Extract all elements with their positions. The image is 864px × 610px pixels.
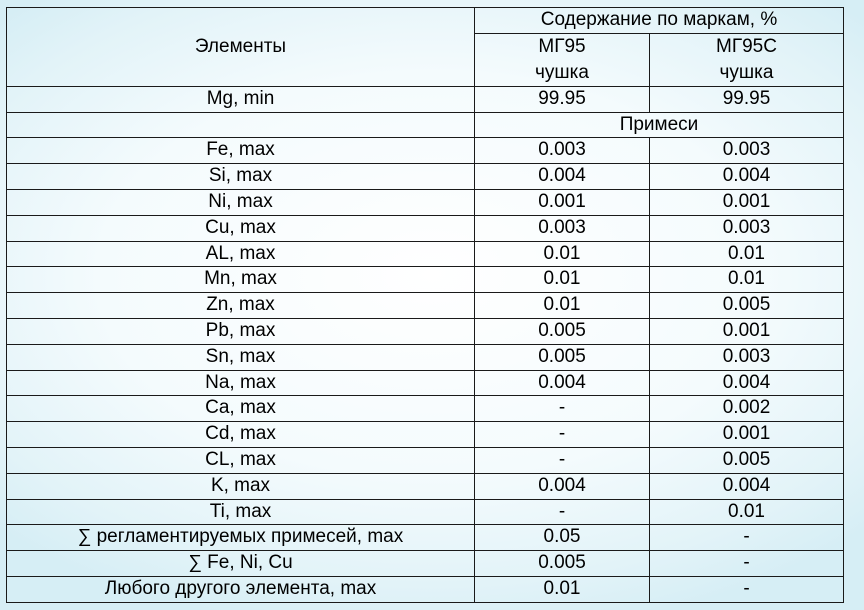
grade-form: чушка xyxy=(719,61,774,83)
element-cell: Pb, max xyxy=(7,318,475,344)
value-cell: - xyxy=(475,396,650,422)
value-cell: 0.005 xyxy=(475,344,650,370)
magnesium-grades-table xyxy=(6,7,844,603)
grade-header-mg95 xyxy=(475,33,650,86)
table-row xyxy=(7,164,844,190)
value-cell: - xyxy=(475,447,650,473)
value-cell: 0.001 xyxy=(475,189,650,215)
element-cell: ∑ регламентируемых примесей, max xyxy=(7,525,475,551)
table-row xyxy=(7,396,844,422)
impurities-row xyxy=(7,112,844,138)
value-cell: - xyxy=(475,422,650,448)
element-cell: Ca, max xyxy=(7,396,475,422)
value-cell: 0.001 xyxy=(650,422,844,448)
value-cell: 0.002 xyxy=(650,396,844,422)
value-cell: 0.01 xyxy=(475,293,650,319)
value-cell: 0.005 xyxy=(650,293,844,319)
table-row xyxy=(7,267,844,293)
element-cell: K, max xyxy=(7,473,475,499)
value-cell: 0.01 xyxy=(475,241,650,267)
table-row xyxy=(7,447,844,473)
table-row xyxy=(7,551,844,577)
table-row xyxy=(7,422,844,448)
value-cell: - xyxy=(475,499,650,525)
table-row xyxy=(7,370,844,396)
empty-cell xyxy=(7,112,475,138)
value-cell: 99.95 xyxy=(475,86,650,112)
element-cell: ∑ Fe, Ni, Cu xyxy=(7,551,475,577)
element-cell: Cu, max xyxy=(7,215,475,241)
value-cell: 0.01 xyxy=(650,241,844,267)
value-cell: 0.003 xyxy=(650,344,844,370)
table-row xyxy=(7,576,844,602)
element-cell: Zn, max xyxy=(7,293,475,319)
element-cell: Mg, min xyxy=(7,86,475,112)
value-cell: 0.004 xyxy=(650,370,844,396)
value-cell: - xyxy=(650,525,844,551)
value-cell: 0.001 xyxy=(650,189,844,215)
value-cell: 0.004 xyxy=(650,164,844,190)
element-cell: Ni, max xyxy=(7,189,475,215)
element-cell: Ti, max xyxy=(7,499,475,525)
value-cell: 0.004 xyxy=(475,164,650,190)
element-cell: Si, max xyxy=(7,164,475,190)
table-row xyxy=(7,241,844,267)
table-row xyxy=(7,138,844,164)
value-cell: 0.004 xyxy=(650,473,844,499)
element-cell: Cd, max xyxy=(7,422,475,448)
table-row xyxy=(7,499,844,525)
value-cell: - xyxy=(650,576,844,602)
element-cell: Mn, max xyxy=(7,267,475,293)
value-cell: 0.003 xyxy=(475,215,650,241)
value-cell: 99.95 xyxy=(650,86,844,112)
value-cell: - xyxy=(650,551,844,577)
value-cell: 0.005 xyxy=(650,447,844,473)
grade-name: МГ95 xyxy=(538,35,586,57)
table-row xyxy=(7,318,844,344)
value-cell: 0.003 xyxy=(650,138,844,164)
table-body xyxy=(7,8,844,603)
value-cell: 0.01 xyxy=(475,576,650,602)
value-cell: 0.005 xyxy=(475,551,650,577)
table-row xyxy=(7,344,844,370)
grade-name: МГ95С xyxy=(716,35,777,57)
element-cell: CL, max xyxy=(7,447,475,473)
elements-header: Элементы xyxy=(7,8,475,87)
table-row xyxy=(7,525,844,551)
table-row xyxy=(7,215,844,241)
value-cell: 0.01 xyxy=(475,267,650,293)
content-header: Содержание по маркам, % xyxy=(475,8,844,34)
value-cell: 0.005 xyxy=(475,318,650,344)
value-cell: 0.001 xyxy=(650,318,844,344)
mg-row xyxy=(7,86,844,112)
value-cell: 0.004 xyxy=(475,370,650,396)
element-cell: AL, max xyxy=(7,241,475,267)
grade-header-mg95s xyxy=(650,33,844,86)
value-cell: 0.004 xyxy=(475,473,650,499)
value-cell: 0.05 xyxy=(475,525,650,551)
value-cell: 0.003 xyxy=(650,215,844,241)
table-row xyxy=(7,293,844,319)
value-cell: 0.003 xyxy=(475,138,650,164)
value-cell: 0.01 xyxy=(650,267,844,293)
grade-form: чушка xyxy=(535,61,589,83)
element-cell: Sn, max xyxy=(7,344,475,370)
element-cell: Fe, max xyxy=(7,138,475,164)
value-cell: 0.01 xyxy=(650,499,844,525)
header-row-1 xyxy=(7,8,844,34)
table-row xyxy=(7,473,844,499)
element-cell: Любого другого элемента, max xyxy=(7,576,475,602)
impurities-label: Примеси xyxy=(475,112,844,138)
element-cell: Na, max xyxy=(7,370,475,396)
table-row xyxy=(7,189,844,215)
